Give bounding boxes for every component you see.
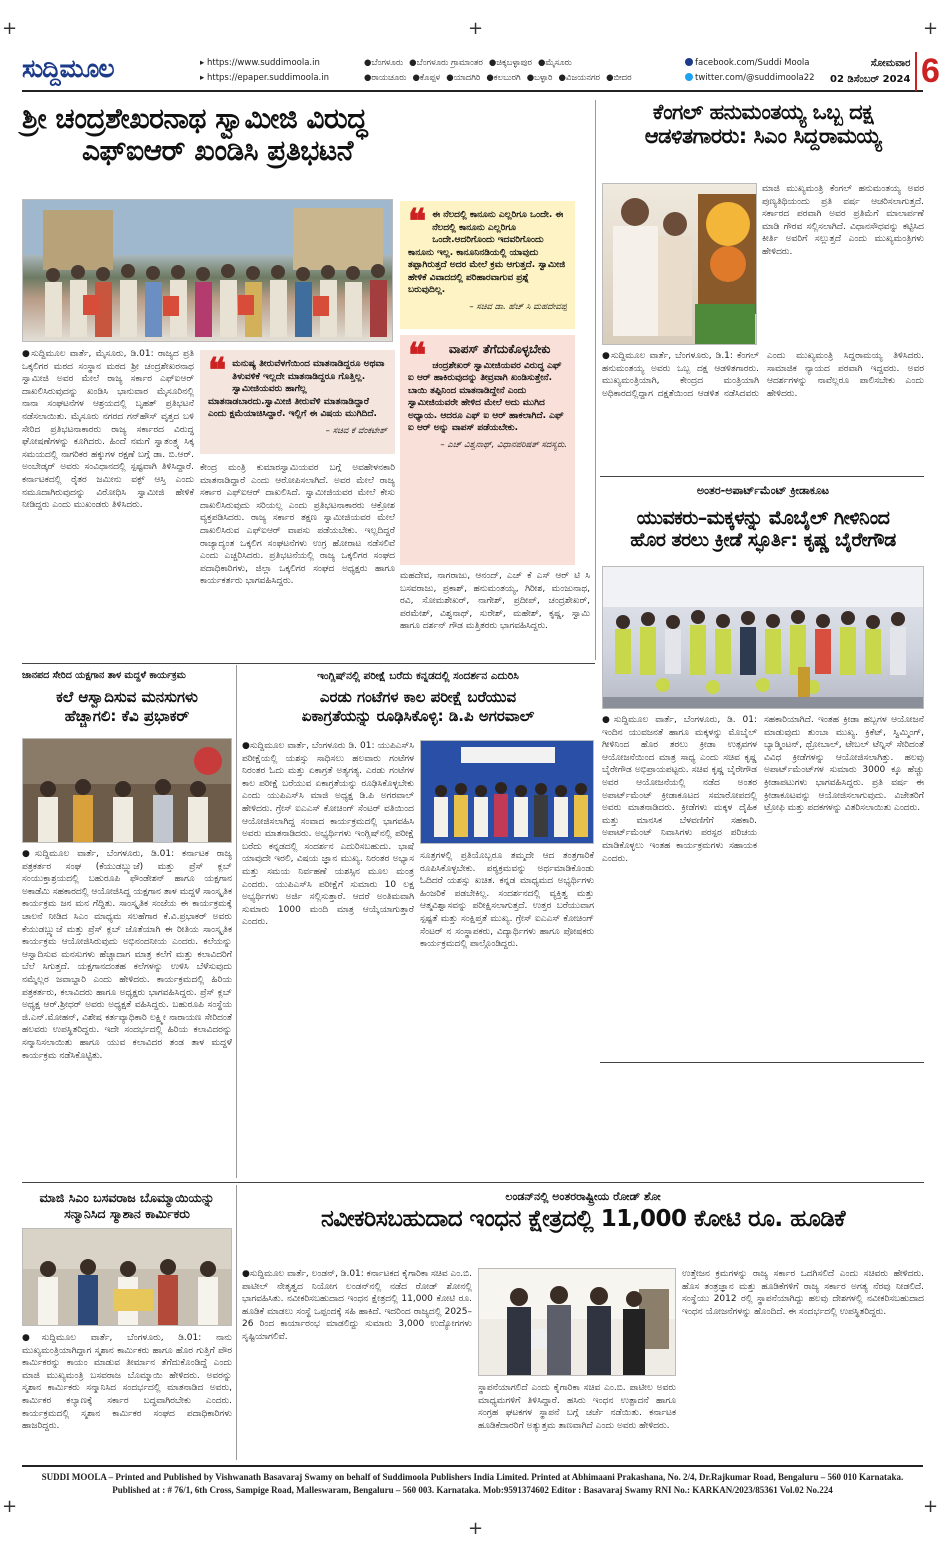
story3-kicker: ಅಂತರ-ಅಪಾರ್ಟ್‌ಮೆಂಟ್ ಕ್ರೀಡಾಕೂಟ — [696, 484, 830, 497]
headline-line: ಹೊರ ತರಲು ಕ್ರೀಡೆ ಸ್ಫೂರ್ತಿ: ಕೃಷ್ಣ ಬೈರೇಗೌಡ — [630, 528, 896, 551]
story4-body: ●ಸುದ್ದಿಮೂಲ ವಾರ್ತೆ, ಬೆಂಗಳೂರು, ಡಿ.01: ಕರ್ನಾಟಕ ರಾಜ್ಯ ಪತ್ರಕರ್ತರ ಸಂಘ (ಕೆಯುಡಬ್ಲ್ಯುಜೆ) ಮತ್ತು ಪ್ರೆಸ್ ಕ್ಲಬ್ ಸಂಯುಕ್ತಾಶ್ರಯದಲ್ಲಿ ಬಹುರೂಪಿ ಫೌಂಡೇಶನ್ ಹಾಗೂ ಯಕ್ಷಗಾನ ಅಕಾಡೆಮಿ ಸಹಕಾರದಲ್ಲಿ ಆಯೋಜಿಸಿದ್ದ ಯಕ್ಷಗಾನ ತಾಳ ಮದ್ದಳೆ ಸಾಂಸ್ಕೃತಿಕ ಕಾರ್ಯಕ್ರಮ ಜನ ಮನ ಗೆದ್ದಿತು. ಸಾಂಸ್ಕೃತಿಕ ಸಂಜೆಯ ಈ ಕಾರ್ಯಕ್ರಮಕ್ಕೆ ಚಾಲನೆ ನೀಡಿದ ಸಿಎಂ ಮಾಧ್ಯಮ ಸಲಹೆಗಾರ ಕೆ.ವಿ.ಪ್ರಭಾಕರ್ ಅವರು ಕೆಯುಡಬ್ಲ್ಯುಜೆ ಮತ್ತು ಪ್ರೆಸ್ ಕ್ಲಬ್ ಜೊತೆಯಾಗಿ ಈ ರೀತಿಯ ಸಾಂಸ್ಕೃತಿಕ ಕಾರ್ಯಕ್ರಮ ಆಯೋಜಿಸಿರುವುದು ಅಭಿನಂದನೀಯ ಎಂದರು. ಕಲೆಯನ್ನು ಆಸ್ವಾದಿಸುವ ಮನಸುಗಳು ಹೆಚ್ಚಾದಾಗ ಮಾತ್ರ ಕಲೆಗೆ ಮತ್ತು ಕಲಾವಿದರಿಗೆ ಬೆಲೆ ಸಿಗುತ್ತದೆ. ಯಕ್ಷಗಾನದಂತಹ ಕಲೆಗಳನ್ನು ಉಳಿಸಿ ಬೆಳೆಸುವುದು ನಮ್ಮೆಲ್ಲರ ಜವಾಬ್ದಾರಿ ಎಂದು ಹೇಳಿದರು. ಕಾರ್ಯಕ್ರಮದಲ್ಲಿ ಹಿರಿಯ ಪತ್ರಕರ್ತರು, ಕಲಾವಿದರು ಹಾಗೂ ಅಧ್ಯಕ್ಷರು ಭಾಗವಹಿಸಿದ್ದರು. ಪ್ರೆಸ್ ಕ್ಲಬ್ ಅಧ್ಯಕ್ಷ ಆರ್.ಶ್ರೀಧರ್ ಅವರು ಅಧ್ಯಕ್ಷತೆ ವಹಿಸಿದ್ದರು. ಬಹುರೂಪಿ ಸಂಸ್ಥೆಯ ಜಿ.ಎನ್.ಮೋಹನ್, ವಿಶೇಷ ಕರ್ತವ್ಯಾಧಿಕಾರಿ ಲಕ್ಷ್ಮೀ ನಾರಾಯಣ ಸೇರಿದಂತೆ ಹಲವರು ಉಪಸ್ಥಿತರಿದ್ದರು. ಇದೇ ಸಂದರ್ಭದಲ್ಲಿ ಹಿರಿಯ ಕಲಾವಿದರನ್ನು ಸನ್ಮಾನಿಸಲಾಯಿತು ಹಾಗೂ ಯುವ ಕಲಾವಿದರ ತಂಡ ತಾಳ ಮದ್ದಳೆ ಕಾರ್ಯಕ್ರಮ ನಡೆಸಿಕೊಟ್ಟಿತು. — [22, 849, 232, 1061]
story5-headline[interactable] — [242, 688, 594, 726]
epaper-link[interactable]: https://epaper.suddimoola.in — [206, 73, 329, 83]
district-row — [364, 71, 638, 86]
story5-body-col1: ●ಸುದ್ದಿಮೂಲ ವಾರ್ತೆ, ಬೆಂಗಳೂರು ಡಿ. 01: ಯುಪಿಎಸ್‌ಸಿ ಪರೀಕ್ಷೆಯಲ್ಲಿ ಯಶಸ್ಸು ಸಾಧಿಸಲು ಹಲವಾರು ಗಂಟೆಗಳ ನಿರಂತರ ಓದು ಮತ್ತು ಏಕಾಗ್ರತೆ ಅತ್ಯಗತ್ಯ. ಎರಡು ಗಂಟೆಗಳ ಕಾಲ ಪರೀಕ್ಷೆ ಬರೆಯುವ ಏಕಾಗ್ರತೆಯನ್ನು ರೂಢಿಸಿಕೊಳ್ಳಬೇಕು ಎಂದು ಯುಪಿಎಸ್‌ಸಿ ಮಾಜಿ ಅಧ್ಯಕ್ಷ ಡಿ.ಪಿ ಅಗರವಾಲ್ ಹೇಳಿದರು. ಗ್ರೇಸ್ ಐಎಎಸ್ ಕೋಚಿಂಗ್ ಸೆಂಟರ್ ವತಿಯಿಂದ ಆಯೋಜಿಸಲಾಗಿದ್ದ ಸಂವಾದ ಕಾರ್ಯಕ್ರಮದಲ್ಲಿ ಭಾಗವಹಿಸಿ ಅವರು ಮಾತನಾಡಿದರು. ಅಭ್ಯರ್ಥಿಗಳು ಇಂಗ್ಲಿಷ್‌ನಲ್ಲಿ ಪರೀಕ್ಷೆ ಬರೆದು ಕನ್ನಡದಲ್ಲಿ ಸಂದರ್ಶನ ಎದುರಿಸಬಹುದು. ಭಾಷೆ ಯಾವುದೇ ಇರಲಿ, ವಿಷಯ ಜ್ಞಾನ ಮುಖ್ಯ. ನಿರಂತರ ಅಭ್ಯಾಸ ಮತ್ತು ಸಮಯ ನಿರ್ವಹಣೆ ಯಶಸ್ಸಿನ ಮೂಲ ಮಂತ್ರ ಎಂದರು. ಯುಪಿಎಸ್‌ಸಿ ಪರೀಕ್ಷೆಗೆ ಸುಮಾರು 10 ಲಕ್ಷ ಅಭ್ಯರ್ಥಿಗಳು ಅರ್ಜಿ ಸಲ್ಲಿಸುತ್ತಾರೆ. ಆದರೆ ಅಂತಿಮವಾಗಿ ಸುಮಾರು 1000 ಮಂದಿ ಮಾತ್ರ ಆಯ್ಕೆಯಾಗುತ್ತಾರೆ ಎಂದರು. — [242, 741, 414, 928]
story1-body-col1: ●ಸುದ್ದಿಮೂಲ ವಾರ್ತೆ, ಮೈಸೂರು, ಡಿ.01: ರಾಜ್ಯದ ಪ್ರತಿ ಒಕ್ಕಲಿಗರ ಮಠದ ಸಂಸ್ಥಾನ ಮಠದ ಶ್ರೀ ಚಂದ್ರಶೇಖರನಾಥ ಸ್ವಾಮೀಜಿ ಅವರ ಮೇಲೆ ರಾಜ್ಯ ಸರ್ಕಾರ ಎಫ್‌ಐಆರ್ ದಾಖಲಿಸಿರುವುದನ್ನು ಖಂಡಿಸಿ ಭಾನುವಾರ ಮೈಸೂರಿನಲ್ಲಿ ನಾನಾ ಸಂಘಟನೆಗಳ ಆಶ್ರಯದಲ್ಲಿ ಬೃಹತ್ ಪ್ರತಿಭಟನೆ ನಡೆಸಲಾಯಿತು. ಮೈಸೂರು ನಗರದ ಗನ್‌ಹೌಸ್ ವೃತ್ತದ ಬಳಿ ಸೇರಿದ ಪ್ರತಿಭಟನಾಕಾರರು ರಾಜ್ಯ ಸರ್ಕಾರದ ವಿರುದ್ಧ ಘೋಷಣೆಗಳನ್ನು ಕೂಗಿದರು. ಹಿಂದೆ ನಮಗೆ ಸ್ವಾತಂತ್ರ್ಯ ಸಿಕ್ಕ ಸಮಯದಲ್ಲಿ ನಾಗರಿಕರ ಹಕ್ಕುಗಳ ರಕ್ಷಣೆ ಬಗ್ಗೆ ಡಾ. ಬಿ.ಆರ್. ಅಂಬೇಡ್ಕರ್ ಅವರು ಸಂವಿಧಾನದಲ್ಲಿ ಸ್ಪಷ್ಟವಾಗಿ ತಿಳಿಸಿದ್ದಾರೆ. ಕರ್ನಾಟಕದಲ್ಲಿ ರೈತರ ಜಮೀನು ವಕ್ಫ್ ಆಸ್ತಿ ಎಂದು ನಮೂದಾಗಿರುವುದನ್ನು ವಿರೋಧಿಸಿ ಸ್ವಾಮೀಜಿ ಹೇಳಿಕೆ ನೀಡಿದ್ದರು ಎಂದು ಮುಖಂಡರು ತಿಳಿಸಿದರು. — [22, 349, 194, 511]
quote-icon: ❝ — [208, 351, 227, 391]
sports-event-illustration — [603, 567, 924, 709]
imprint-footer — [22, 1465, 923, 1497]
facebook-icon — [685, 58, 693, 66]
london-roadshow-photo[interactable] — [478, 1268, 676, 1376]
district-row — [364, 56, 638, 71]
social-links — [685, 56, 815, 86]
day-label: ಸೋಮವಾರ — [870, 58, 911, 69]
district-section-link[interactable]: ●ಯಾದಗಿರಿ — [446, 73, 481, 83]
web-link-icon: ▸ — [200, 73, 207, 83]
story6-headline[interactable] — [22, 1190, 232, 1221]
section-divider — [600, 476, 924, 477]
headline-line: ಶ್ರೀ ಚಂದ್ರಶೇಖರನಾಥ ಸ್ವಾಮೀಜಿ ವಿರುದ್ಧ — [22, 102, 368, 135]
yakshagana-event-photo[interactable] — [22, 738, 232, 843]
column-divider — [595, 100, 596, 660]
facebook-link[interactable]: facebook.com/Suddi Moola — [695, 58, 810, 68]
story7-headline[interactable]: ನವೀಕರಿಸಬಹುದಾದ ಇಂಧನ ಕ್ಷೇತ್ರದಲ್ಲಿ 11,000 ಕೋಟಿ ರೂ. ಹೂಡಿಕೆ — [320, 1206, 846, 1232]
headline-line: ಕೆಂಗಲ್ ಹನುಮಂತಯ್ಯ ಒಬ್ಬ ದಕ್ಷ — [652, 100, 874, 124]
ias-coaching-illustration — [421, 741, 594, 844]
bommai-felicitation-illustration — [23, 1229, 232, 1326]
story5-body-col2: ಸೂತ್ರಗಳಲ್ಲಿ ಪ್ರತಿಯೊಬ್ಬರೂ ತಮ್ಮದೇ ಆದ ತಂತ್ರಗಾರಿಕೆ ರೂಪಿಸಿಕೊಳ್ಳಬೇಕು. ಪಠ್ಯಕ್ರಮವನ್ನು ಅರ್ಥಮಾಡಿಕೊಂಡು ಓದಿದರೆ ಯಶಸ್ಸು ಖಚಿತ. ಕನ್ನಡ ಮಾಧ್ಯಮದ ಅಭ್ಯರ್ಥಿಗಳು ಹಿಂಜರಿಕೆ ಪಡಬೇಕಿಲ್ಲ. ಸಂದರ್ಶನದಲ್ಲಿ ವ್ಯಕ್ತಿತ್ವ ಮತ್ತು ಆತ್ಮವಿಶ್ವಾಸವನ್ನು ಪರೀಕ್ಷಿಸಲಾಗುತ್ತದೆ. ಉತ್ತರ ಬರೆಯುವಾಗ ಸ್ಪಷ್ಟತೆ ಮತ್ತು ಸಂಕ್ಷಿಪ್ತತೆ ಮುಖ್ಯ. ಗ್ರೇಸ್ ಐಎಎಸ್ ಕೋಚಿಂಗ್ ಸೆಂಟರ್ ನ ಸಂಸ್ಥಾಪಕರು, ವಿದ್ಯಾರ್ಥಿಗಳು ಹಾಗೂ ಪೋಷಕರು ಕಾರ್ಯಕ್ರಮದಲ್ಲಿ ಪಾಲ್ಗೊಂಡಿದ್ದರು. — [420, 851, 594, 950]
story2-headline[interactable] — [602, 100, 924, 148]
district-section-link[interactable]: ●ವಿಜಯನಗರ — [558, 73, 601, 83]
story6-body: ●ಸುದ್ದಿಮೂಲ ವಾರ್ತೆ, ಬೆಂಗಳೂರು, ಡಿ.01: ನಾನು ಮುಖ್ಯಮಂತ್ರಿಯಾಗಿದ್ದಾಗ ಸ್ಮಶಾನ ಕಾರ್ಮಿಕರು ಹಾಗೂ ಹೊರ ಗುತ್ತಿಗೆ ಪೌರ ಕಾರ್ಮಿಕರನ್ನು ಕಾಯಂ ಮಾಡುವ ತೀರ್ಮಾನ ತೆಗೆದುಕೊಂಡಿದ್ದೆ ಎಂದು ಮಾಜಿ ಮುಖ್ಯಮಂತ್ರಿ ಬಸವರಾಜ ಬೊಮ್ಮಾಯಿ ಹೇಳಿದರು. ಅವರನ್ನು ಸ್ಮಶಾನ ಕಾರ್ಮಿಕರು ಸನ್ಮಾನಿಸಿದ ಸಂದರ್ಭದಲ್ಲಿ ಮಾತನಾಡಿದ ಅವರು, ಕಾರ್ಮಿಕರ ಕಲ್ಯಾಣಕ್ಕೆ ಸರ್ಕಾರ ಬದ್ಧವಾಗಿರಬೇಕು ಎಂದರು. ಕಾರ್ಯಕ್ರಮದಲ್ಲಿ ಸ್ಮಶಾನ ಕಾರ್ಮಿಕರ ಸಂಘದ ಪದಾಧಿಕಾರಿಗಳು ಹಾಜರಿದ್ದರು. — [22, 1333, 232, 1432]
web-link-icon: ▸ — [200, 58, 207, 68]
story4-headline[interactable] — [22, 688, 232, 726]
headline-line: ಏಕಾಗ್ರತೆಯನ್ನು ರೂಢಿಸಿಕೊಳ್ಳಿ: ಡಿ.ಪಿ ಅಗರವಾಲ್ — [301, 706, 535, 725]
district-section-link[interactable]: ●ರಾಯಚೂರು — [364, 73, 407, 83]
district-section-link[interactable]: ●ಬಳ್ಳಾರಿ — [526, 73, 553, 83]
story7-body-col2: ಸ್ಥಾಪನೆಯಾಗಲಿದೆ ಎಂದು ಕೈಗಾರಿಕಾ ಸಚಿವ ಎಂ.ಬಿ. ಪಾಟೀಲ ಅವರು ಮಾಧ್ಯಮಗಳಿಗೆ ತಿಳಿಸಿದ್ದಾರೆ. ಹಸಿರು ಇಂಧನ ಉತ್ಪಾದನೆ ಹಾಗೂ ಸಂಗ್ರಹ ಘಟಕಗಳ ಸ್ಥಾಪನೆ ಬಗ್ಗೆ ಚರ್ಚೆ ನಡೆಯಿತು. ಕರ್ನಾಟಕ ಹೂಡಿಕೆದಾರರಿಗೆ ಅತ್ಯುತ್ತಮ ತಾಣವಾಗಿದೆ ಎಂದು ಅವರು ಹೇಳಿದರು. — [478, 1383, 676, 1431]
ias-coaching-photo[interactable] — [420, 740, 594, 844]
date-block — [830, 56, 910, 88]
column-divider — [236, 665, 237, 1178]
section-divider — [600, 1062, 924, 1063]
story1-headline[interactable] — [22, 103, 592, 167]
headline-line: ಎಫ್‌ಐಆರ್ ಖಂಡಿಸಿ ಪ್ರತಿಭಟನೆ — [82, 134, 353, 168]
cm-tribute-illustration — [603, 184, 757, 345]
cm-tribute-photo[interactable] — [602, 183, 757, 345]
quote-icon: ❝ — [408, 202, 427, 242]
headline-line: ಮಾಜಿ ಸಿಎಂ ಬಸವರಾಜ ಬೊಮ್ಮಾಯಿಯನ್ನು — [39, 1190, 215, 1205]
story4-kicker: ಜಾನಪದ ಸೇರಿದ ಯಕ್ಷಗಾನ ತಾಳ ಮದ್ದಳೆ ಕಾರ್ಯಕ್ರಮ — [22, 670, 186, 681]
section-divider — [22, 1182, 924, 1183]
story3-body-col1: ●ಸುದ್ದಿಮೂಲ ವಾರ್ತೆ, ಬೆಂಗಳೂರು, ಡಿ. 01: ಇಂದಿನ ಯುವಜನತೆ ಹಾಗೂ ಮಕ್ಕಳನ್ನು ಮೊಬೈಲ್ ಗೀಳಿನಿಂದ ಹೊರ ತರಲು ಕ್ರೀಡಾ ಉತ್ಸವಗಳ ಆಯೋಜನೆಯಿಂದ ಮಾತ್ರ ಸಾಧ್ಯ ಎಂದು ಸಚಿವ ಕೃಷ್ಣ ಬೈರೇಗೌಡ ಅಭಿಪ್ರಾಯಪಟ್ಟರು. ಸಚಿವ ಕೃಷ್ಣ ಬೈರೇಗೌಡ ಅವರ ಆಯೋಜನೆಯಲ್ಲಿ ನಡೆದ ಅಂತರ ಅಪಾರ್ಟ್‌ಮೆಂಟ್ ಕ್ರೀಡಾಕೂಟದ ಸಮಾರೋಪದಲ್ಲಿ ಅವರು ಮಾತನಾಡಿದರು. ಕ್ರೀಡೆಗಳು ಮಕ್ಕಳ ದೈಹಿಕ ಮತ್ತು ಮಾನಸಿಕ ಬೆಳವಣಿಗೆಗೆ ಸಹಕಾರಿ. ಅಪಾರ್ಟ್‌ಮೆಂಟ್ ನಿವಾಸಿಗಳು ಪರಸ್ಪರ ಪರಿಚಯ ಮಾಡಿಕೊಳ್ಳಲು ಇಂತಹ ಕಾರ್ಯಕ್ರಮಗಳು ಸಹಾಯಕ ಎಂದರು. — [602, 715, 757, 864]
quote-source: – ಸಚಿವ ಕೆ ವೆಂಕಟೇಶ್ — [325, 425, 387, 436]
story7-body-col1: ●ಸುದ್ದಿಮೂಲ ವಾರ್ತೆ, ಲಂಡನ್, ಡಿ.01: ಕರ್ನಾಟಕದ ಕೈಗಾರಿಕಾ ಸಚಿವ ಎಂ.ಬಿ. ಪಾಟೀಲ್ ನೇತೃತ್ವದ ನಿಯೋಗ ಲಂಡನ್‌ನಲ್ಲಿ ನಡೆದ ರೋಡ್ ಶೋನಲ್ಲಿ ಭಾಗವಹಿಸಿತು. ನವೀಕರಿಸಬಹುದಾದ ಇಂಧನ ಕ್ಷೇತ್ರದಲ್ಲಿ 11,000 ಕೋಟಿ ರೂ. ಹೂಡಿಕೆ ಮಾಡಲು ಸಂಸ್ಥೆ ಒಪ್ಪಂದಕ್ಕೆ ಸಹಿ ಹಾಕಿದೆ. ಇದರಿಂದ ರಾಜ್ಯದಲ್ಲಿ 2025–26 ರಿಂದ ಕಾರ್ಯಾರಂಭ ಮಾಡಲಿದ್ದು ಸುಮಾರು 3,000 ಉದ್ಯೋಗಗಳು ಸೃಷ್ಟಿಯಾಗಲಿವೆ. — [242, 1269, 472, 1342]
crop-mark: + — [923, 1496, 939, 1517]
page-number: 6 — [915, 52, 940, 91]
story1-body-col3: ಮಹದೇವ, ನಾಗರಾಜು, ಆನಂದ್, ಎಚ್ ಕೆ ಎಸ್ ಆರ್ ಟಿ ಸಿ ಬಸವರಾಜು, ಪ್ರಕಾಶ್, ಹನುಮಂತಯ್ಯ, ಗಿರೀಶ, ಮಂಜುನಾಥ, ರವಿ, ಸೋಮಶೇಖರ್, ನಾಗೇಶ್, ಪ್ರದೀಪ್, ಚಂದ್ರಶೇಖರ್, ಪರಮೇಶ್, ವಿಶ್ವನಾಥ್, ಸುರೇಶ್, ಮಹೇಶ್, ಕೃಷ್ಣ, ಸ್ವಾಮಿ ಹಾಗೂ ದರ್ಶನ್ ಗೌಡ ಮತ್ತಿತರರು ಭಾಗವಹಿಸಿದ್ದರು. — [400, 571, 590, 632]
twitter-link[interactable]: twitter.com/@suddimoola22 — [695, 73, 815, 83]
london-roadshow-illustration — [479, 1269, 676, 1376]
headline-line: ಆಡಳಿತಗಾರರು: ಸಿಎಂ ಸಿದ್ದರಾಮಯ್ಯ — [644, 124, 882, 149]
crop-mark: + — [468, 18, 484, 39]
story7-kicker: ಲಂಡನ್‌ನಲ್ಲಿ ಅಂತರರಾಷ್ಟ್ರೀಯ ರೋಡ್ ಶೋ — [505, 1190, 661, 1203]
section-divider — [22, 663, 595, 664]
quote-text: ಚಂದ್ರಶೇಖರ್ ಸ್ವಾಮೀಜಿಯವರ ವಿರುದ್ಧ ಎಫ್ ಐ ಆರ್ ಹಾಕಿರುವುದನ್ನು ತೀವ್ರವಾಗಿ ಖಂಡಿಸುತ್ತೇನೆ. ಬಾಯಿ ತಪ್ಪಿನಿಂದ ಮಾತನಾಡಿದ್ದೇನೆ ಎಂದು ಸ್ವಾಮೀಜಿಯವರೇ ಹೇಳಿದ ಮೇಲೆ ಅದು ಮುಗಿದ ಅಧ್ಯಾಯ. ಆದರೂ ಎಫ್ ಐ ಆರ್ ಹಾಕಲಾಗಿದೆ. ಎಫ್ ಐ ಆರ್ ಅನ್ನು ವಾಪಸ್ ಪಡೆಯಬೇಕು. — [408, 360, 564, 433]
quote-box-mahadevappa — [400, 201, 575, 329]
quote-title: ವಾಪಸ್ ತೆಗೆದುಕೊಳ್ಳಬೇಕು — [448, 342, 551, 356]
district-section-link[interactable]: ●ಚಿಕ್ಕಬಳ್ಳಾಪುರ — [488, 58, 532, 68]
story1-body-col2: ಕೇಂದ್ರ ಮಂತ್ರಿ ಕುಮಾರಸ್ವಾಮಿಯವರ ಬಗ್ಗೆ ಅವಹೇಳನಕಾರಿ ಮಾತನಾಡಿದ್ದಾರೆ ಎಂದು ಆರೋಪಿಸಲಾಗಿದೆ. ಅವರ ಮೇಲೆ ರಾಜ್ಯ ಸರ್ಕಾರ ಎಫ್‌ಐಆರ್ ದಾಖಲಿಸಿದೆ. ಸ್ವಾಮೀಜಿಯವರ ಮೇಲೆ ಕೇಸು ದಾಖಲಿಸಿರುವುದು ಸರಿಯಲ್ಲ ಎಂದು ಪ್ರತಿಭಟನಾಕಾರರು ಆಕ್ರೋಶ ವ್ಯಕ್ತಪಡಿಸಿದರು. ರಾಜ್ಯ ಸರ್ಕಾರ ತಕ್ಷಣ ಸ್ವಾಮೀಜಿಯವರ ಮೇಲೆ ದಾಖಲಿಸಿರುವ ಎಫ್‌ಐಆರ್ ವಾಪಸು ಪಡೆಯಬೇಕು. ಇಲ್ಲದಿದ್ದರೆ ರಾಜ್ಯಾದ್ಯಂತ ಒಕ್ಕಲಿಗ ಸಂಘಟನೆಗಳು ಉಗ್ರ ಹೋರಾಟ ನಡೆಸಲಿವೆ ಎಂದು ಎಚ್ಚರಿಸಿದರು. ಪ್ರತಿಭಟನೆಯಲ್ಲಿ ರಾಜ್ಯ ಒಕ್ಕಲಿಗರ ಸಂಘದ ಪದಾಧಿಕಾರಿಗಳು, ಜಿಲ್ಲಾ ಒಕ್ಕಲಿಗರ ಸಂಘದ ಅಧ್ಯಕ್ಷರು ಹಾಗೂ ಕಾರ್ಯಕರ್ತರು ಭಾಗವಹಿಸಿದ್ದರು. — [200, 463, 395, 587]
crop-mark: + — [923, 18, 939, 39]
imprint-line: Published at : # 76/1, 6th Cross, Sampige Road, Malleswaram, Bengaluru – 560 003. Karnataka. Mob:9591374602 Editor : Basavaraj Swamy RNI No.: KARKAN/2023/85361 Vol.02 No.224 — [112, 1485, 833, 1495]
quote-box-vishwanath — [400, 335, 575, 565]
district-section-link[interactable]: ●ಬೆಂಗಳೂರು — [364, 58, 404, 68]
quote-icon: ❝ — [408, 336, 427, 376]
district-sections — [364, 56, 638, 86]
web-links — [200, 56, 329, 86]
story3-body-col2: ಸಹಕಾರಿಯಾಗಿದೆ. ಇಂತಹ ಕ್ರೀಡಾ ಹಬ್ಬಗಳ ಆಯೋಜನೆ ಮಾಡುವುದು ತುಂಬಾ ಮುಖ್ಯ. ಕ್ರಿಕೆಟ್, ಸ್ವಿಮ್ಮಿಂಗ್, ಬ್ಯಾಡ್ಮಿಂಟನ್, ಥ್ರೋಬಾಲ್, ಟೇಬಲ್ ಟೆನ್ನಿಸ್ ಸೇರಿದಂತೆ ವಿವಿಧ ಕ್ರೀಡೆಗಳನ್ನು ಆಯೋಜಿಸಲಾಗಿತ್ತು. ಹಲವು ಅಪಾರ್ಟ್‌ಮೆಂಟ್‌ಗಳ ಸುಮಾರು 3000 ಕ್ಕೂ ಹೆಚ್ಚು ಕ್ರೀಡಾಪಟುಗಳು ಭಾಗವಹಿಸಿದ್ದರು. ಪ್ರತಿ ವರ್ಷ ಈ ಕ್ರೀಡಾಕೂಟವನ್ನು ಆಯೋಜಿಸಲಾಗುವುದು. ವಿಜೇತರಿಗೆ ಟ್ರೋಫಿ ಮತ್ತು ಪದಕಗಳನ್ನು ವಿತರಿಸಲಾಯಿತು ಎಂದರು. — [764, 715, 924, 814]
quote-source: – ಎಚ್ ವಿಶ್ವನಾಥ್, ವಿಧಾನಪರಿಷತ್ ಸದಸ್ಯರು. — [440, 439, 567, 450]
headline-line: ಸನ್ಮಾನಿಸಿದ ಸ್ಮಾಶಾನ ಕಾರ್ಮಿಕರು — [64, 1205, 190, 1221]
story3-headline[interactable] — [602, 508, 924, 552]
masthead — [22, 52, 940, 92]
story7-body-col3: ಉತ್ತೇಜನ ಕ್ರಮಗಳನ್ನು ರಾಜ್ಯ ಸರ್ಕಾರ ಒದಗಿಸಲಿದೆ ಎಂದು ಸಚಿವರು ಹೇಳಿದರು. ಹೊಸ ತಂತ್ರಜ್ಞಾನ ಮತ್ತು ಹೂಡಿಕೆಗಳಿಗೆ ರಾಜ್ಯ ಸರ್ಕಾರ ಅಗತ್ಯ ನೆರವು ನೀಡಲಿದೆ. ಸಂಸ್ಥೆಯು 2012 ರಲ್ಲಿ ಸ್ಥಾಪನೆಯಾಗಿದ್ದು ಹಲವು ದೇಶಗಳಲ್ಲಿ ನವೀಕರಿಸಬಹುದಾದ ಇಂಧನ ಯೋಜನೆಗಳನ್ನು ಹೊಂದಿದೆ. ಈ ಸಂದರ್ಭದಲ್ಲಿ ಉಪಸ್ಥಿತರಿದ್ದರು. — [682, 1269, 924, 1317]
story2-body-bottom: ●ಸುದ್ದಿಮೂಲ ವಾರ್ತೆ, ಬೆಂಗಳೂರು, ಡಿ.1: ಕೆಂಗಲ್ ಹನುಮಂತಯ್ಯ ಅವರು ಒಬ್ಬ ದಕ್ಷ ಆಡಳಿತಗಾರರು. ಮುಖ್ಯಮಂತ್ರಿಯಾಗಿ, ಕೇಂದ್ರದ ಮಂತ್ರಿಯಾಗಿ ಅಧಿಕಾರದಲ್ಲಿದ್ದಾಗ ದಕ್ಷತೆಯಿಂದ ಆಡಳಿತ ನಡೆಸಿದವರು ಎಂದು ಮುಖ್ಯಮಂತ್ರಿ ಸಿದ್ದರಾಮಯ್ಯ ತಿಳಿಸಿದರು. ಸಾಮಾಜಿಕ ನ್ಯಾಯದ ಪರವಾಗಿ ಇದ್ದವರು. ಅವರ ಆದರ್ಶಗಳನ್ನು ನಾವೆಲ್ಲರೂ ಪಾಲಿಸಬೇಕು ಎಂದು ಹೇಳಿದರು. — [602, 351, 924, 399]
yakshagana-illustration — [23, 739, 232, 843]
column-divider — [236, 1185, 237, 1460]
twitter-icon — [685, 73, 693, 81]
story2-body-top: ಮಾಜಿ ಮುಖ್ಯಮಂತ್ರಿ ಕೆಂಗಲ್ ಹನುಮಂತಯ್ಯ ಅವರ ಪುಣ್ಯತಿಥಿಯಂದು ಪ್ರತಿ ವರ್ಷ ಆಚರಿಸಲಾಗುತ್ತದೆ. ಸರ್ಕಾರದ ಪರವಾಗಿ ಅವರ ಪ್ರತಿಮೆಗೆ ಮಾಲಾರ್ಪಣೆ ಮಾಡಿ ಗೌರವ ಸಲ್ಲಿಸಲಾಗಿದೆ. ವಿಧಾನಸೌಧವನ್ನು ಕಟ್ಟಿಸಿದ ಕೀರ್ತಿ ಅವರಿಗೆ ಸಲ್ಲುತ್ತದೆ ಎಂದು ಮುಖ್ಯಮಂತ್ರಿಗಳು ಹೇಳಿದರು. — [762, 184, 924, 257]
headline-line: ಯುವಕರು–ಮಕ್ಕಳನ್ನು ಮೊಬೈಲ್ ಗೀಳಿನಿಂದ — [636, 507, 890, 529]
quote-text: ಈ ನೆಲದಲ್ಲಿ ಕಾನೂನು ಎಲ್ಲರಿಗೂ ಒಂದೇ. ಈ ನೆಲದಲ್ಲಿ ಕಾನೂನು ಎಲ್ಲರಿಗೂ ಒಂದೇ.ಆದರಿಗೊಂದು ಇದವರಿಗೊಂದು ಕಾನೂನು ಇಲ್ಲ. ಕಾನೂನಿನಡಿಯಲ್ಲಿ ಯಾವುದು ತಪ್ಪಾಗಿರುತ್ತದೆ ಅದರ ಮೇಲೆ ಕ್ರಮ ಆಗುತ್ತದೆ. ಸ್ವಾಮೀಜಿ ಹೇಳಿಕೆ ವಿವಾದದಲ್ಲಿ ಪರಿಹಾರವಾಗುವ ಪ್ರಶ್ನೆ ಬರುವುದಿಲ್ಲ. — [408, 210, 566, 295]
quote-source: – ಸಚಿವ ಡಾ. ಹೆಚ್ ಸಿ ಮಹದೇವಪ್ಪ — [469, 301, 567, 312]
date-label: 02 ಡಿಸೆಂಬರ್ 2024 — [830, 74, 911, 85]
sports-event-photo[interactable] — [602, 566, 924, 709]
headline-line: ಹೆಚ್ಚಾಗಲಿ: ಕೆವಿ ಪ್ರಭಾಕರ್ — [64, 706, 190, 725]
quote-text: ಮನುಷ್ಯ ತೀರುವೆಳಗೆಯಿಂದ ಮಾತನಾಡಿದ್ದರೂ ಅಥವಾ ತಿಳುವಳಿಕೆ ಇಲ್ಲದೇ ಮಾತನಾಡಿದ್ದರೂ ಗೊತ್ತಿಲ್ಲ. ಸ್ವಾಮೀಜಿಯವರು ಹಾಗೆಲ್ಲ ಮಾತನಾಡಬಾರದು.ಸ್ವಾಮೀಜಿ ತೀರುವೆಳಿ ಮಾತನಾಡಿದ್ದಾರೆ ಎಂದು ಕ್ಷಮೆಯಾಚಿಸಿದ್ದಾರೆ. ಇಲ್ಲಿಗೆ ಈ ವಿಷಯ ಮುಗಿದಿದೆ. — [208, 359, 385, 419]
quote-box-venkatesh — [200, 350, 395, 454]
district-section-link[interactable]: ●ಕಲಬುರಗಿ — [486, 73, 521, 83]
protest-photo[interactable] — [22, 199, 393, 342]
headline-line: ಕಲೆ ಆಸ್ವಾದಿಸುವ ಮನಸುಗಳು — [56, 688, 198, 706]
district-section-link[interactable]: ●ಕೊಪ್ಪಳ — [412, 73, 441, 83]
newspaper-logo[interactable]: ಸುದ್ದಿಮೂಲ — [22, 54, 114, 83]
crop-mark: + — [2, 18, 18, 39]
headline-line: ಎರಡು ಗಂಟೆಗಳ ಕಾಲ ಪರೀಕ್ಷೆ ಬರೆಯುವ — [319, 688, 517, 706]
bommai-felicitation-photo[interactable] — [22, 1228, 232, 1326]
crop-mark: + — [2, 1496, 18, 1517]
imprint-line: SUDDI MOOLA – Printed and Published by Vishwanath Basavaraj Swamy on behalf of Suddimoola Publishers India Limited. Printed at Abhimaani Prakashana, No. 2/4, Dr.Rajkumar Road, Bengaluru – 560 010 Karnataka. — [41, 1472, 904, 1482]
district-section-link[interactable]: ●ಬೆಂಗಳೂರು ಗ್ರಾಮಾಂತರ — [409, 58, 483, 68]
district-section-link[interactable]: ●ಮೈಸೂರು — [537, 58, 572, 68]
story5-kicker: ಇಂಗ್ಲಿಷ್‌ನಲ್ಲಿ ಪರೀಕ್ಷೆ ಬರೆದು ಕನ್ನಡದಲ್ಲಿ ಸಂದರ್ಶನ ಎದುರಿಸಿ — [317, 670, 519, 682]
district-section-link[interactable]: ●ಬೀದರ — [606, 73, 632, 83]
crop-mark: + — [468, 1518, 484, 1539]
website-link[interactable]: https://www.suddimoola.in — [206, 58, 320, 68]
protest-photo-illustration — [23, 200, 393, 342]
